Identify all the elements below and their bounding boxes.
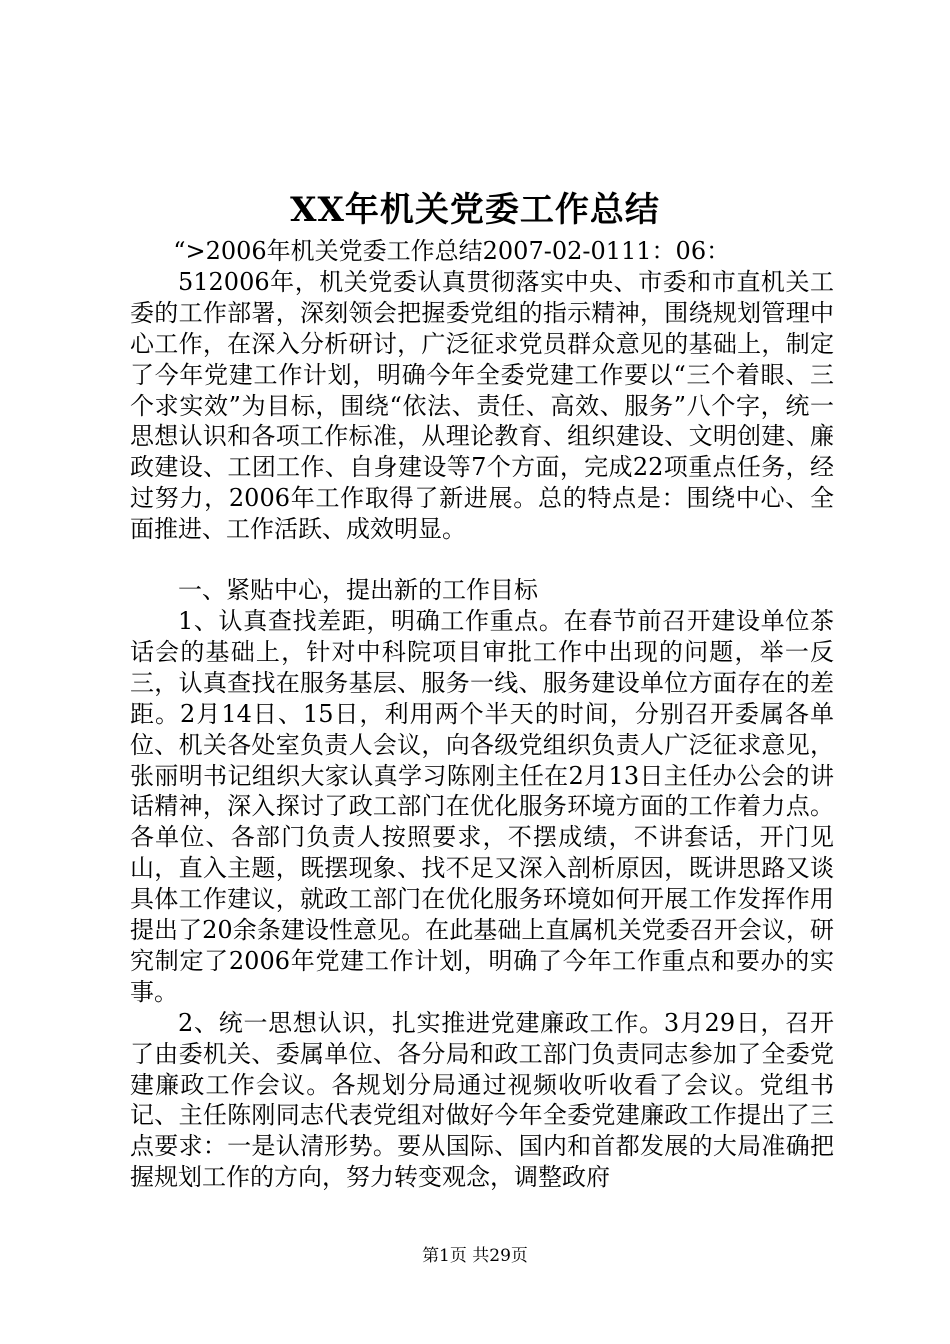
meta-line: “>2006年机关党委工作总结2007-02-0111：06：	[173, 237, 731, 265]
paragraph-gap	[130, 545, 834, 575]
section-heading: 一、紧贴中心，提出新的工作目标	[178, 576, 538, 605]
document-body	[130, 236, 834, 1193]
paragraph-item-1: 1、认真查找差距，明确工作重点。在春节前召开建设单位茶话会的基础上，针对中科院项目审批工作中出现的问题，举一反三，认真查找在服务基层、服务一线、服务建设单位方面存在的差距。2月14日、15日，利用两个半天的时间，分别召开委属各单位、机关各处室负责人会议，向各级党组织负责人广泛征求意见，张丽明书记组织大家认真学习陈刚主任在2月13日主任办公会的讲话精神，深入探讨了政工部门在优化服务环境方面的工作着力点。各单位、各部门负责人按照要求，不摆成绩，不讲套话，开门见山，直入主题，既摆现象、找不足又深入剖析原因，既讲思路又谈具体工作建议，就政工部门在优化服务环境如何开展工作发挥作用提出了20余条建设性意见。在此基础上直属机关党委召开会议，研究制定了2006年党建工作计划，明确了今年工作重点和要办的实事。	[130, 606, 834, 1006]
page-footer: 第1页 共29页	[422, 1246, 528, 1266]
paragraph-item-2: 2、统一思想认识，扎实推进党建廉政工作。3月29日，召开了由委机关、委属单位、各分局和政工部门负责同志参加了全委党建廉政工作会议。各规划分局通过视频收听收看了会议。党组书记、主任陈刚同志代表党组对做好今年全委党建廉政工作提出了三点要求：一是认清形势。要从国际、国内和首都发展的大局准确把握规划工作的方向，努力转变观念，调整政府	[130, 1008, 834, 1192]
paragraph-intro: 512006年，机关党委认真贯彻落实中央、市委和市直机关工委的工作部署，深刻领会把握委党组的指示精神，围绕规划管理中心工作，在深入分析研讨，广泛征求党员群众意见的基础上，制定了今年党建工作计划，明确今年全委党建工作要以“三个着眼、三个求实效”为目标，围绕“依法、责任、高效、服务”八个字，统一思想认识和各项工作标准，从理论教育、组织建设、文明创建、廉政建设、工团工作、自身建设等7个方面，完成22项重点任务，经过努力，2006年工作取得了新进展。总的特点是：围绕中心、全面推进、工作活跃、成效明显。	[130, 267, 834, 544]
document-title: XX年机关党委工作总结	[290, 190, 660, 230]
